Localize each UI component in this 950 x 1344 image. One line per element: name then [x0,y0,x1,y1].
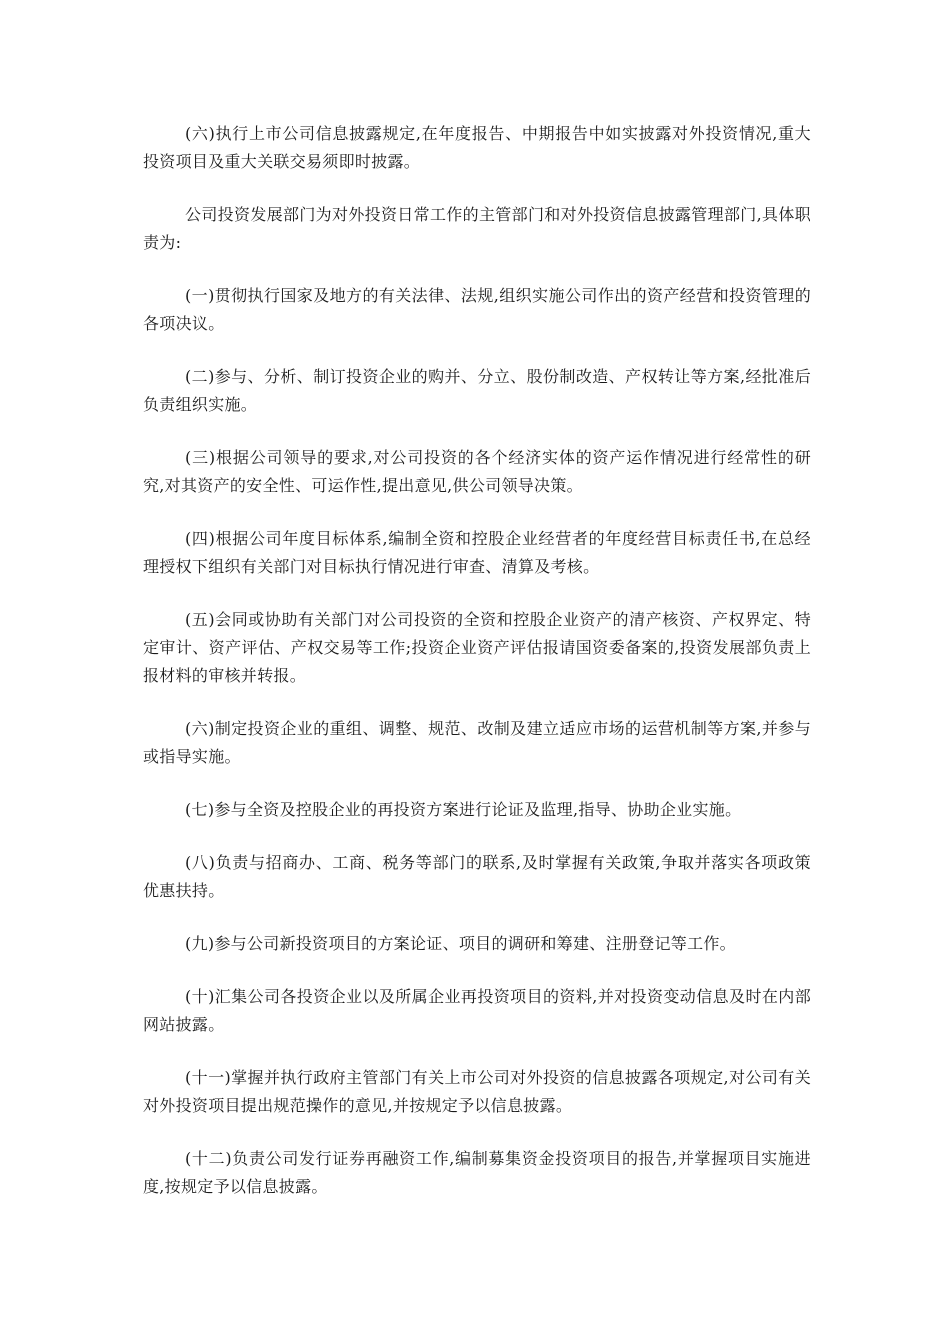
paragraph: (十二)负责公司发行证券再融资工作,编制募集资金投资项目的报告,并掌握项目实施进度,按规定予以信息披露。 [143,1149,811,1196]
paragraph: (三)根据公司领导的要求,对公司投资的各个经济实体的资产运作情况进行经常性的研究,对其资产的安全性、可运作性,提出意见,供公司领导决策。 [143,448,811,495]
paragraph: (十一)掌握并执行政府主管部门有关上市公司对外投资的信息披露各项规定,对公司有关对外投资项目提出规范操作的意见,并按规定予以信息披露。 [143,1068,811,1115]
paragraph: (八)负责与招商办、工商、税务等部门的联系,及时掌握有关政策,争取并落实各项政策优惠扶持。 [143,853,811,900]
paragraph: (六)执行上市公司信息披露规定,在年度报告、中期报告中如实披露对外投资情况,重大投资项目及重大关联交易须即时披露。 [143,124,811,171]
paragraph: (二)参与、分析、制订投资企业的购并、分立、股份制改造、产权转让等方案,经批准后负责组织实施。 [143,367,811,414]
paragraph: (九)参与公司新投资项目的方案论证、项目的调研和筹建、注册登记等工作。 [185,934,736,953]
paragraph: (一)贯彻执行国家及地方的有关法律、法规,组织实施公司作出的资产经营和投资管理的各项决议。 [143,286,811,333]
paragraph: (七)参与全资及控股企业的再投资方案进行论证及监理,指导、协助企业实施。 [185,800,742,819]
paragraph: 公司投资发展部门为对外投资日常工作的主管部门和对外投资信息披露管理部门,具体职责为: [143,205,811,252]
document-body [143,120,811,1226]
paragraph: (五)会同或协助有关部门对公司投资的全资和控股企业资产的清产核资、产权界定、特定审计、资产评估、产权交易等工作;投资企业资产评估报请国资委备案的,投资发展部负责上报材料的审核并转报。 [143,610,811,685]
paragraph: (四)根据公司年度目标体系,编制全资和控股企业经营者的年度经营目标责任书,在总经理授权下组织有关部门对目标执行情况进行审查、清算及考核。 [143,529,811,576]
paragraph: (十)汇集公司各投资企业以及所属企业再投资项目的资料,并对投资变动信息及时在内部网站披露。 [143,987,811,1034]
paragraph: (六)制定投资企业的重组、调整、规范、改制及建立适应市场的运营机制等方案,并参与或指导实施。 [143,719,811,766]
